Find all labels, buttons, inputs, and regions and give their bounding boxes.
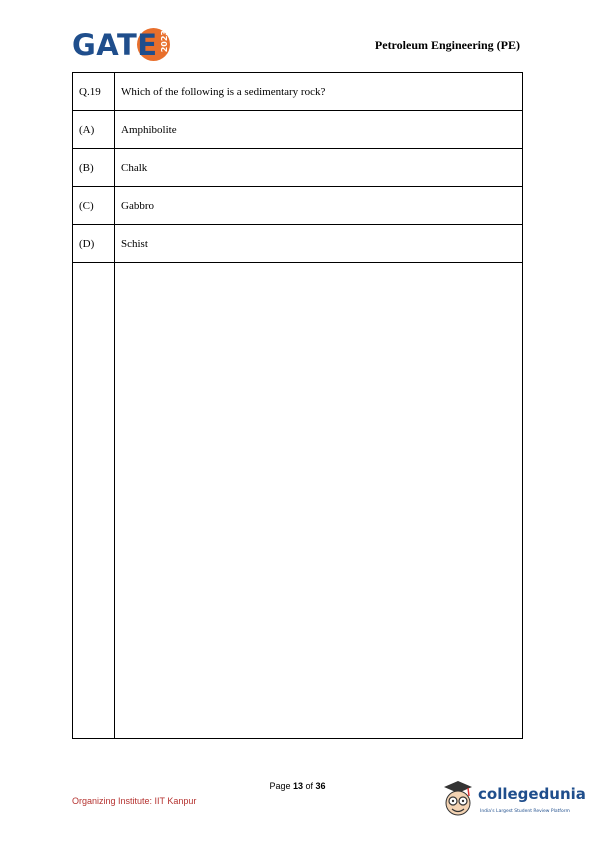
option-row-d	[73, 225, 523, 263]
page-of: of	[303, 781, 316, 791]
page-total: 36	[315, 781, 326, 791]
option-row-b	[73, 149, 523, 187]
option-label: (A)	[73, 111, 115, 149]
option-row-c	[73, 187, 523, 225]
option-label: (B)	[73, 149, 115, 187]
organizing-institute: Organizing Institute: IIT Kanpur	[72, 796, 197, 806]
brand-tagline: India's Largest Student Review Platform	[480, 809, 570, 814]
gate-logo	[72, 24, 182, 72]
option-row-a	[73, 111, 523, 149]
brand-name: collegedunia	[478, 785, 586, 803]
logo-text: GATE	[72, 28, 158, 62]
blank-cell	[73, 263, 115, 739]
question-text: Which of the following is a sedimentary rock?	[115, 73, 523, 111]
option-text: Chalk	[115, 149, 523, 187]
option-text: Schist	[115, 225, 523, 263]
option-text: Gabbro	[115, 187, 523, 225]
question-number: Q.19	[73, 73, 115, 111]
blank-cell	[115, 263, 523, 739]
blank-answer-row	[73, 263, 523, 739]
collegedunia-logo	[440, 779, 585, 824]
option-label: (D)	[73, 225, 115, 263]
question-row	[73, 73, 523, 111]
mascot-icon	[440, 779, 476, 824]
page-current: 13	[292, 781, 303, 791]
question-table	[72, 72, 523, 739]
logo-year: 2023	[160, 30, 169, 53]
option-text: Amphibolite	[115, 111, 523, 149]
page-prefix: Page	[269, 781, 293, 791]
option-label: (C)	[73, 187, 115, 225]
paper-title: Petroleum Engineering (PE)	[374, 38, 520, 52]
